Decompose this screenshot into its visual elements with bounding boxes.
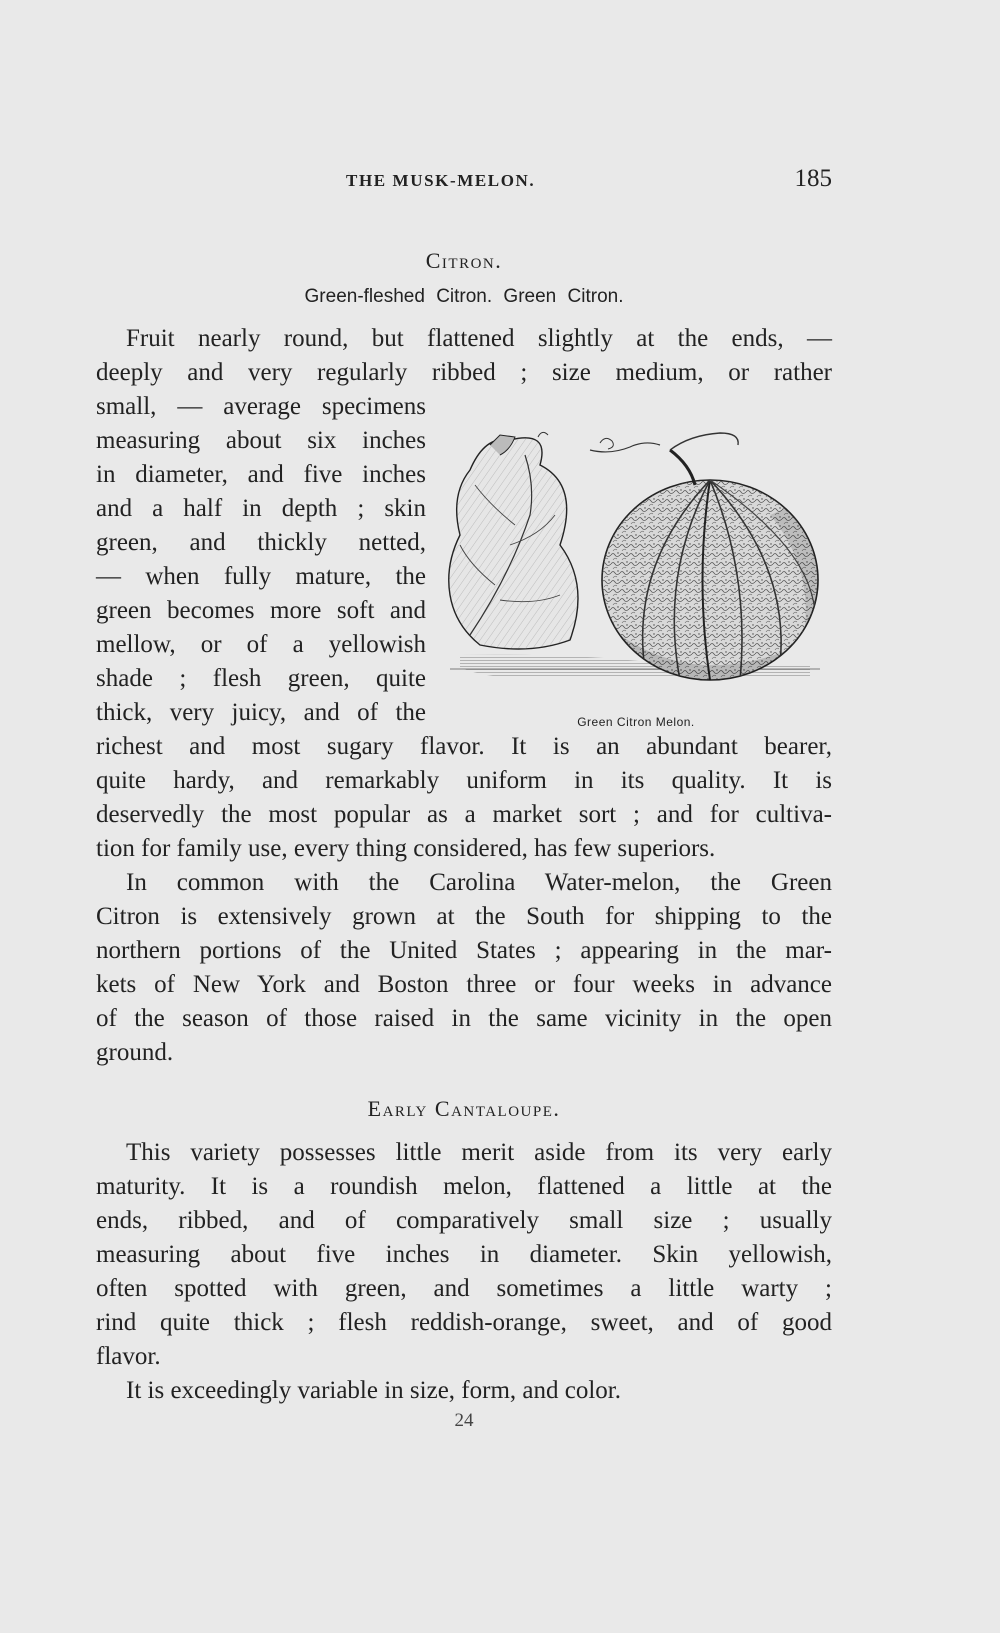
text-line: This variety possesses little merit aside from its very early [126,1139,832,1166]
text-line: richest and most sugary flavor. It is an abundant bearer, [96,733,832,760]
text-line: of the season of those raised in the same vicinity in the open [96,1005,832,1032]
text-line: tion for family use, every thing considered, has few superiors. [96,835,716,862]
text-line: Fruit nearly round, but flattened slightly at the ends, — [126,325,832,352]
text-line: shade ; flesh green, quite [96,665,426,692]
section-heading-citron: Citron. [425,248,503,273]
text-line: rind quite thick ; flesh reddish-orange, sweet, and of good [96,1309,832,1336]
text-line: maturity. It is a roundish melon, flattened a little at the [96,1173,832,1200]
figure-caption: Green Citron Melon. [577,715,695,729]
text-line: — when fully mature, the [96,563,426,590]
signature-mark: 24 [454,1410,474,1431]
text-line: mellow, or of a yellowish [96,631,426,658]
text-line: deservedly the most popular as a market sort ; and for cultiva- [96,801,832,828]
text-line: small, — average specimens [96,393,426,420]
running-head [96,165,832,195]
text-line: quite hardy, and remarkably uniform in its quality. It is [96,767,832,794]
text-line: measuring about five inches in diameter. Skin yellowish, [96,1241,832,1268]
text-line: thick, very juicy, and of the [96,699,426,726]
text-line: measuring about six inches [96,427,426,454]
text-line: Citron is extensively grown at the South for shipping to the [96,903,832,930]
text-line: green, and thickly netted, [96,529,426,556]
text-line: In common with the Carolina Water-melon, the Green [126,869,832,896]
text-line: deeply and very regularly ribbed ; size medium, or rather [96,359,832,386]
text-line: ends, ribbed, and of comparatively small size ; usually [96,1207,832,1234]
synonyms-citron: Green-fleshed Citron. Green Citron. [304,286,624,307]
text-line: in diameter, and five inches [96,461,426,488]
text-line: It is exceedingly variable in size, form, and color. [126,1377,621,1404]
page-number: 185 [794,165,832,192]
text-line: ground. [96,1039,174,1066]
text-line: flavor. [96,1343,161,1370]
section-heading-early-cantaloupe: Early Cantaloupe. [367,1096,561,1121]
text-line: green becomes more soft and [96,597,426,624]
text-line: northern portions of the United States ; appearing in the mar- [96,937,832,964]
text-line: often spotted with green, and sometimes a little warty ; [96,1275,832,1302]
text-line: and a half in depth ; skin [96,495,426,522]
melon-illustration [440,425,832,729]
text-line: kets of New York and Boston three or four weeks in advance [96,971,832,998]
melon-engraving-image [440,425,832,715]
running-title: THE MUSK-MELON. [346,171,536,190]
